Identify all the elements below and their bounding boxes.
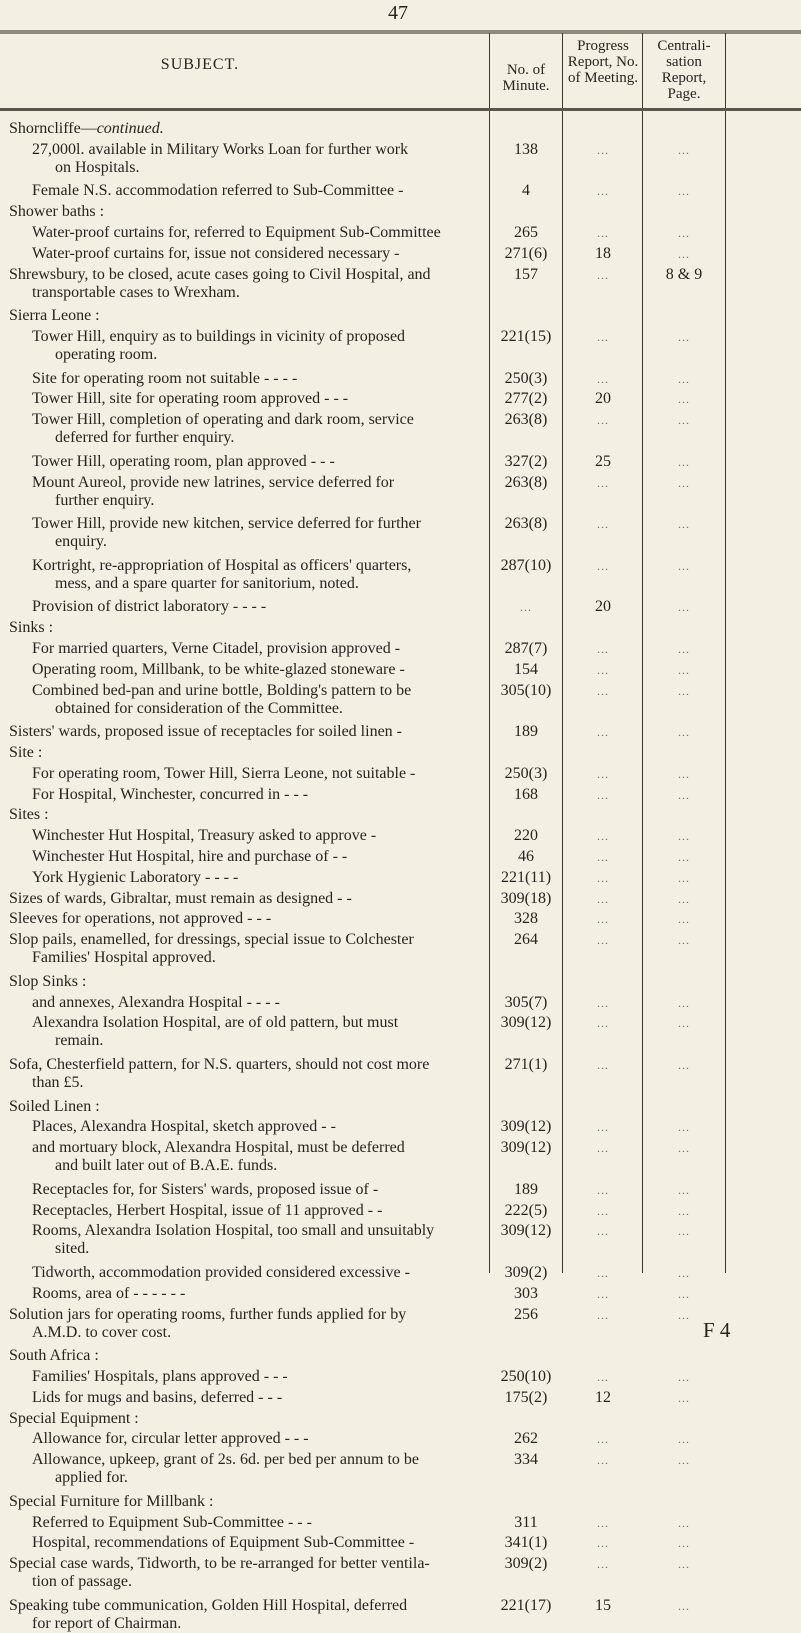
entry-subject: [9, 203, 104, 221]
entry-centralisation-page: ...: [678, 766, 690, 781]
entry-centralisation-page: ...: [678, 1182, 690, 1197]
entry-progress-report: ...: [597, 683, 609, 698]
column-divider-3: [642, 33, 643, 1273]
entry-centralisation-page: ...: [678, 995, 690, 1010]
entry-subject: [32, 411, 414, 447]
entry-progress-report: ...: [597, 1224, 609, 1239]
entry-minute-number: 263(8): [504, 411, 548, 429]
entry-subject-line: Allowance for, circular letter approved - - -: [32, 1430, 309, 1448]
entry-subject: [32, 1139, 405, 1175]
entry-centralisation-page: ...: [678, 1598, 690, 1613]
entry-minute-number: 305(7): [504, 993, 548, 1011]
entry-subject-line: Tower Hill, operating room, plan approved - - -: [32, 452, 335, 470]
entry-subject: [9, 120, 164, 138]
entry-subject: [9, 1098, 100, 1116]
entry-subject-continuation: further enquiry.: [55, 491, 155, 509]
entry-subject-line: For married quarters, Verne Citadel, provision approved -: [32, 640, 401, 657]
entry-subject: [9, 307, 100, 325]
entry-progress-report: ...: [597, 475, 609, 490]
entry-minute-number: 221(11): [500, 868, 552, 886]
entry-minute-number: 311: [514, 1513, 538, 1531]
entry-progress-report: ...: [597, 1286, 609, 1301]
entry-subject-line: Operating room, Millbank, to be white-glazed stoneware -: [32, 660, 405, 678]
entry-subject-continuation: and built later out of B.A.E. funds.: [55, 1157, 278, 1175]
entry-subject-line: Slop Sinks :: [9, 972, 87, 990]
entry-subject-line: Soiled Linen :: [9, 1097, 100, 1115]
entry-centralisation-page: ...: [678, 1058, 690, 1072]
entry-minute-number: 220: [514, 827, 538, 845]
entry-minute-number: 309(2): [504, 1264, 548, 1281]
entry-subject: [9, 890, 352, 908]
entry-minute-number: 309(12): [500, 1139, 552, 1157]
entry-subject-line: Tower Hill, site for operating room approved - - -: [32, 390, 349, 408]
entry-subject: [32, 869, 238, 887]
entry-progress-report: ...: [597, 662, 609, 677]
entry-subject-line: Receptacles, Herbert Hospital, issue of 11 approved - -: [32, 1201, 383, 1219]
entry-progress-report: 15: [595, 1596, 611, 1614]
entry-subject: [9, 744, 42, 762]
entry-minute-number: 256: [514, 1305, 538, 1323]
entry-centralisation-page: ...: [678, 1370, 690, 1384]
entry-progress-report: ...: [597, 766, 609, 781]
entry-subject-line: Site for operating room not suitable - - - -: [32, 369, 298, 387]
entry-minute-number: 250(3): [504, 764, 548, 782]
entry-progress-report: ...: [597, 870, 609, 885]
entry-subject: [32, 1181, 378, 1199]
entry-subject: [32, 1285, 185, 1303]
entry-subject-line: Site :: [9, 744, 43, 761]
column-divider-2: [562, 33, 563, 1273]
column-divider-1: [489, 33, 490, 1273]
entry-centralisation-page: ...: [678, 1203, 690, 1218]
entry-centralisation-page: ...: [678, 392, 690, 407]
entry-subject-line: Allowance, upkeep, grant of 2s. 6d. per bed per annum to be: [32, 1451, 419, 1469]
entry-progress-report: 20: [595, 390, 611, 408]
entry-subject: [32, 1118, 336, 1136]
entry-minute-number: 189: [514, 723, 538, 741]
entry-centralisation-page: ...: [678, 1515, 690, 1530]
entry-minute-number: 138: [514, 140, 538, 158]
entry-subject: [9, 806, 49, 824]
entry-progress-report: ...: [597, 1536, 609, 1551]
entry-subject: [32, 453, 335, 471]
entry-centralisation-page: ...: [678, 662, 690, 677]
entry-subject: [32, 245, 399, 263]
entry-minute-number: 271(1): [504, 1056, 548, 1073]
entry-subject-line: Sofa, Chesterfield pattern, for N.S. quarters, should not cost more: [9, 1056, 430, 1073]
entry-subject-continuation: obtained for consideration of the Committee.: [55, 699, 343, 717]
entry-progress-report: ...: [597, 517, 609, 532]
entry-centralisation-page: ...: [678, 1286, 690, 1301]
entry-progress-report: ...: [597, 142, 609, 157]
entry-centralisation-page: ...: [678, 371, 690, 386]
entry-minute-number: 221(17): [500, 1596, 552, 1614]
entry-minute-number: 309(18): [500, 889, 552, 907]
entry-centralisation-page: ...: [678, 330, 690, 344]
top-rule: [0, 30, 801, 34]
entry-minute-number: 263(8): [504, 473, 548, 491]
entry-subject-line: For operating room, Tower Hill, Sierra Leone, not suitable -: [32, 764, 416, 782]
entry-subject: [32, 1430, 309, 1448]
entry-progress-report: ...: [597, 850, 609, 864]
entry-progress-report: ...: [597, 1453, 609, 1468]
entry-centralisation-page: ...: [678, 850, 690, 864]
header-centralisation: Centrali-sation Report, Page.: [657, 38, 711, 102]
entry-progress-report: ...: [597, 1432, 609, 1447]
entry-minute-number: 263(8): [504, 515, 548, 533]
entry-centralisation-page: ...: [678, 1224, 690, 1239]
entry-subject-continuation: deferred for further enquiry.: [55, 429, 235, 447]
entry-centralisation-page: ...: [678, 1120, 690, 1135]
entry-minute-number: ...: [520, 600, 532, 615]
entry-subject: [32, 598, 266, 616]
entry-minute-number: 4: [522, 182, 530, 200]
entry-centralisation-page: ...: [678, 226, 690, 240]
entry-subject-line: Water-proof curtains for, issue not considered necessary -: [32, 244, 400, 262]
entry-subject-continuation: remain.: [55, 1032, 104, 1050]
entry-subject-line: South Africa :: [9, 1347, 99, 1365]
entry-subject-line: Special Equipment :: [9, 1409, 139, 1427]
entry-subject: [9, 1306, 406, 1342]
entry-minute-number: 341(1): [504, 1534, 548, 1552]
entry-minute-number: 262: [514, 1430, 538, 1448]
entry-subject-line: Receptacles for, for Sisters' wards, proposed issue of -: [32, 1180, 379, 1198]
entry-subject-continuation: sited.: [55, 1240, 90, 1258]
entry-subject: [9, 1347, 99, 1365]
entry-subject-line: Tidworth, accommodation provided considered excessive -: [32, 1264, 410, 1281]
entry-subject: [32, 1534, 414, 1552]
entry-progress-report: ...: [597, 912, 609, 927]
entry-minute-number: 250(3): [504, 369, 548, 387]
entry-subject-line: and annexes, Alexandra Hospital - - - -: [32, 993, 280, 1011]
entry-progress-report: ...: [597, 267, 609, 282]
entry-minute-number: 264: [514, 931, 538, 949]
entry-minute-number: 327(2): [504, 452, 548, 470]
entry-subject: [9, 931, 414, 967]
entry-centralisation-page: ...: [678, 683, 690, 698]
entry-subject: [9, 910, 271, 928]
entry-subject: [32, 1202, 382, 1220]
entry-subject-line: Winchester Hut Hospital, Treasury asked to approve -: [32, 827, 377, 845]
entry-minute-number: 175(2): [504, 1388, 548, 1406]
header-subject: SUBJECT.: [160, 56, 240, 73]
entry-subject: [32, 682, 411, 718]
entry-subject: [9, 1410, 139, 1428]
entry-subject-line: Sites :: [9, 806, 49, 824]
entry-centralisation-page: ...: [678, 475, 690, 490]
entry-progress-report: ...: [597, 995, 609, 1010]
entry-subject: [32, 827, 376, 845]
entry-subject-line: 27,000l. available in Military Works Loan for further work: [32, 140, 409, 158]
entry-subject-line: Shrewsbury, to be closed, acute cases going to Civil Hospital, and: [9, 265, 431, 283]
entry-subject-line: Special Furniture for Millbank :: [9, 1492, 214, 1510]
entry-subject-line: Hospital, recommendations of Equipment Sub-Committee -: [32, 1534, 415, 1552]
entry-subject: [32, 328, 405, 364]
entry-subject-line: Places, Alexandra Hospital, sketch approved - -: [32, 1118, 336, 1136]
entry-subject-continuation: Families' Hospital approved.: [32, 949, 216, 967]
entry-subject: [9, 1056, 429, 1092]
entry-subject: [32, 1014, 398, 1050]
entry-subject-line: Female N.S. accommodation referred to Sub-Committee -: [32, 182, 404, 200]
entry-subject-line: Families' Hospitals, plans approved - - -: [32, 1368, 288, 1385]
entry-subject: [32, 1222, 434, 1258]
entry-subject: [9, 266, 431, 302]
entry-centralisation-page: 8 & 9: [665, 265, 703, 283]
entry-progress-report: ...: [597, 725, 609, 740]
entry-subject-line: Tower Hill, completion of operating and dark room, service: [32, 411, 414, 429]
entry-subject-line: Shorncliffe—continued.: [9, 120, 164, 137]
entry-minute-number: 168: [514, 785, 538, 803]
entry-subject: [9, 619, 53, 637]
entry-minute-number: 250(10): [500, 1368, 552, 1385]
entry-subject-line: Water-proof curtains for, referred to Equipment Sub-Committee: [32, 224, 441, 241]
entry-subject-continuation: applied for.: [55, 1469, 128, 1487]
entry-progress-report: ...: [597, 642, 609, 656]
entry-centralisation-page: ...: [678, 1536, 690, 1551]
entry-subject: [32, 1368, 288, 1386]
entry-subject-line: Tower Hill, enquiry as to buildings in vicinity of proposed: [32, 328, 406, 345]
entry-subject: [32, 515, 421, 551]
entry-centralisation-page: ...: [678, 558, 690, 573]
header-minute: No. of Minute.: [502, 62, 550, 94]
entry-subject: [9, 973, 86, 991]
entry-progress-report: 18: [595, 244, 611, 262]
entry-subject-line: Combined bed-pan and urine bottle, Bolding's pattern to be: [32, 681, 412, 699]
entry-subject: [9, 723, 402, 741]
entry-centralisation-page: ...: [678, 1432, 690, 1447]
entry-minute-number: 221(15): [500, 328, 552, 345]
entry-subject: [9, 1555, 430, 1591]
entry-centralisation-page: ...: [678, 1390, 690, 1405]
entry-subject-line: Rooms, area of - - - - - -: [32, 1284, 186, 1302]
entry-centralisation-page: ...: [678, 246, 690, 261]
entry-subject: [32, 640, 400, 658]
entry-progress-report: ...: [597, 1203, 609, 1218]
entry-progress-report: ...: [597, 891, 609, 906]
entry-subject-continuation: on Hospitals.: [55, 158, 140, 176]
entry-centralisation-page: ...: [678, 891, 690, 906]
entry-subject-continuation: tion of passage.: [32, 1573, 132, 1591]
entry-progress-report: 25: [595, 452, 611, 470]
entry-subject: [32, 1451, 419, 1487]
entry-subject: [32, 786, 308, 804]
entry-centralisation-page: ...: [678, 142, 690, 157]
entry-minute-number: 309(12): [500, 1118, 552, 1136]
entry-centralisation-page: ...: [678, 1141, 690, 1156]
entry-subject-line: Slop pails, enamelled, for dressings, special issue to Colchester: [9, 931, 414, 949]
entry-progress-report: ...: [597, 413, 609, 428]
entry-minute-number: 189: [514, 1180, 538, 1198]
entry-progress-report: 12: [595, 1388, 611, 1406]
entry-centralisation-page: ...: [678, 1557, 690, 1572]
entry-progress-report: 20: [595, 598, 611, 616]
entry-progress-report: ...: [597, 1141, 609, 1156]
entry-progress-report: ...: [597, 787, 609, 802]
entry-subject: [32, 557, 411, 593]
entry-subject-line: Sinks :: [9, 619, 54, 637]
entry-minute-number: 271(6): [504, 244, 548, 262]
entry-subject: [32, 224, 441, 242]
entry-minute-number: 287(10): [500, 556, 552, 574]
entry-subject-continuation: enquiry.: [55, 533, 107, 551]
entry-subject: [32, 390, 348, 408]
entry-progress-report: ...: [597, 1016, 609, 1031]
entry-subject-continuation: operating room.: [55, 346, 158, 363]
entry-subject-line: Sleeves for operations, not approved - - -: [9, 910, 272, 928]
entry-centralisation-page: ...: [678, 829, 690, 844]
entry-minute-number: 334: [514, 1451, 538, 1469]
entry-subject: [32, 474, 394, 510]
entry-subject-continuation: mess, and a spare quarter for sanitorium, noted.: [55, 574, 359, 592]
entry-subject-line: Referred to Equipment Sub-Committee - - -: [32, 1513, 312, 1531]
entry-subject-line: Lids for mugs and basins, deferred - - -: [32, 1388, 283, 1406]
entry-subject-line: Provision of district laboratory - - - -: [32, 598, 267, 616]
entry-progress-report: ...: [597, 558, 609, 573]
entry-subject: [9, 1493, 213, 1511]
entry-progress-report: ...: [597, 330, 609, 344]
entry-subject-line: Sisters' wards, proposed issue of receptacles for soiled linen -: [9, 723, 402, 741]
entry-centralisation-page: ...: [678, 413, 690, 428]
entry-subject-line: Tower Hill, provide new kitchen, service deferred for further: [32, 515, 421, 533]
entry-minute-number: 265: [514, 224, 538, 241]
entry-subject: [32, 848, 347, 866]
entry-subject-line: Shower baths :: [9, 203, 105, 221]
entry-minute-number: 305(10): [500, 681, 552, 699]
entry-subject-continuation: transportable cases to Wrexham.: [32, 283, 240, 301]
entry-subject-line: York Hygienic Laboratory - - - -: [32, 868, 239, 886]
entry-subject: [32, 370, 297, 388]
entry-centralisation-page: ...: [678, 1307, 690, 1322]
entry-minute-number: 309(2): [504, 1555, 548, 1573]
entry-minute-number: 303: [514, 1284, 538, 1302]
entry-centralisation-page: ...: [678, 1266, 690, 1280]
entry-subject: [32, 1264, 410, 1282]
entry-subject: [32, 141, 408, 177]
entry-minute-number: 309(12): [500, 1014, 552, 1032]
entry-progress-report: ...: [597, 1370, 609, 1384]
entry-centralisation-page: ...: [678, 912, 690, 927]
entry-progress-report: ...: [597, 1266, 609, 1280]
entry-minute-number: 287(7): [504, 640, 548, 657]
page-number: 47: [388, 2, 408, 24]
entry-subject: [32, 994, 280, 1012]
entry-centralisation-page: ...: [678, 184, 690, 199]
entry-minute-number: 222(5): [504, 1201, 548, 1219]
header-progress: Progress Report, No. of Meeting.: [567, 38, 639, 86]
entry-subject-line: Alexandra Isolation Hospital, are of old pattern, but must: [32, 1014, 399, 1032]
entry-centralisation-page: ...: [678, 870, 690, 885]
entry-centralisation-page: ...: [678, 725, 690, 740]
entry-subject: [32, 1514, 312, 1532]
entry-centralisation-page: ...: [678, 454, 690, 469]
entry-subject-line: Solution jars for operating rooms, further funds applied for by: [9, 1305, 407, 1323]
entry-progress-report: ...: [597, 1182, 609, 1197]
entry-progress-report: ...: [597, 1058, 609, 1072]
entry-progress-report: ...: [597, 226, 609, 240]
entry-subject-continuation: than £5.: [32, 1074, 84, 1091]
entry-subject: [32, 765, 415, 783]
entry-centralisation-page: ...: [678, 642, 690, 656]
entry-subject: [32, 1389, 282, 1407]
entry-subject-continuation: A.M.D. to cover cost.: [32, 1323, 172, 1341]
column-divider-4: [725, 33, 726, 1273]
entry-subject-line: For Hospital, Winchester, concurred in - - -: [32, 785, 309, 803]
entry-subject-line: and mortuary block, Alexandra Hospital, must be deferred: [32, 1139, 405, 1157]
entry-minute-number: 328: [514, 910, 538, 928]
entry-minute-number: 154: [514, 660, 538, 678]
entry-subject: [9, 1597, 407, 1633]
entry-subject: [32, 661, 405, 679]
entry-centralisation-page: ...: [678, 600, 690, 615]
entry-subject-continuation: for report of Chairman.: [32, 1614, 182, 1632]
entry-minute-number: 277(2): [504, 390, 548, 408]
entry-minute-number: 157: [514, 265, 538, 283]
entry-centralisation-page: ...: [678, 517, 690, 532]
entry-subject-line: Winchester Hut Hospital, hire and purchase of - -: [32, 848, 348, 865]
entry-subject-line: Kortright, re-appropriation of Hospital as officers' quarters,: [32, 556, 412, 574]
footer-mark: F 4: [703, 1318, 731, 1342]
entry-progress-report: ...: [597, 184, 609, 199]
entry-progress-report: ...: [597, 933, 609, 948]
entry-subject-line: Rooms, Alexandra Isolation Hospital, too small and unsuitably: [32, 1222, 435, 1240]
entry-subject-line: Sierra Leone :: [9, 307, 100, 325]
entry-minute-number: 46: [518, 848, 534, 865]
entry-progress-report: ...: [597, 829, 609, 844]
entry-centralisation-page: ...: [678, 1016, 690, 1031]
entry-progress-report: ...: [597, 1120, 609, 1135]
entry-subject-line: Sizes of wards, Gibraltar, must remain as designed - -: [9, 889, 352, 907]
entry-minute-number: 309(12): [500, 1222, 552, 1240]
entry-subject-line: Special case wards, Tidworth, to be re-arranged for better ventila-: [9, 1555, 430, 1573]
entry-centralisation-page: ...: [678, 933, 690, 948]
entry-progress-report: ...: [597, 371, 609, 386]
entry-subject: [32, 182, 403, 200]
header-rule: [0, 108, 801, 111]
entry-centralisation-page: ...: [678, 787, 690, 802]
entry-subject-line: Speaking tube communication, Golden Hill Hospital, deferred: [9, 1596, 408, 1614]
entry-centralisation-page: ...: [678, 1453, 690, 1468]
entry-progress-report: ...: [597, 1515, 609, 1530]
entry-progress-report: ...: [597, 1307, 609, 1322]
entry-progress-report: ...: [597, 1557, 609, 1572]
entry-subject-line: Mount Aureol, provide new latrines, service deferred for: [32, 473, 395, 491]
